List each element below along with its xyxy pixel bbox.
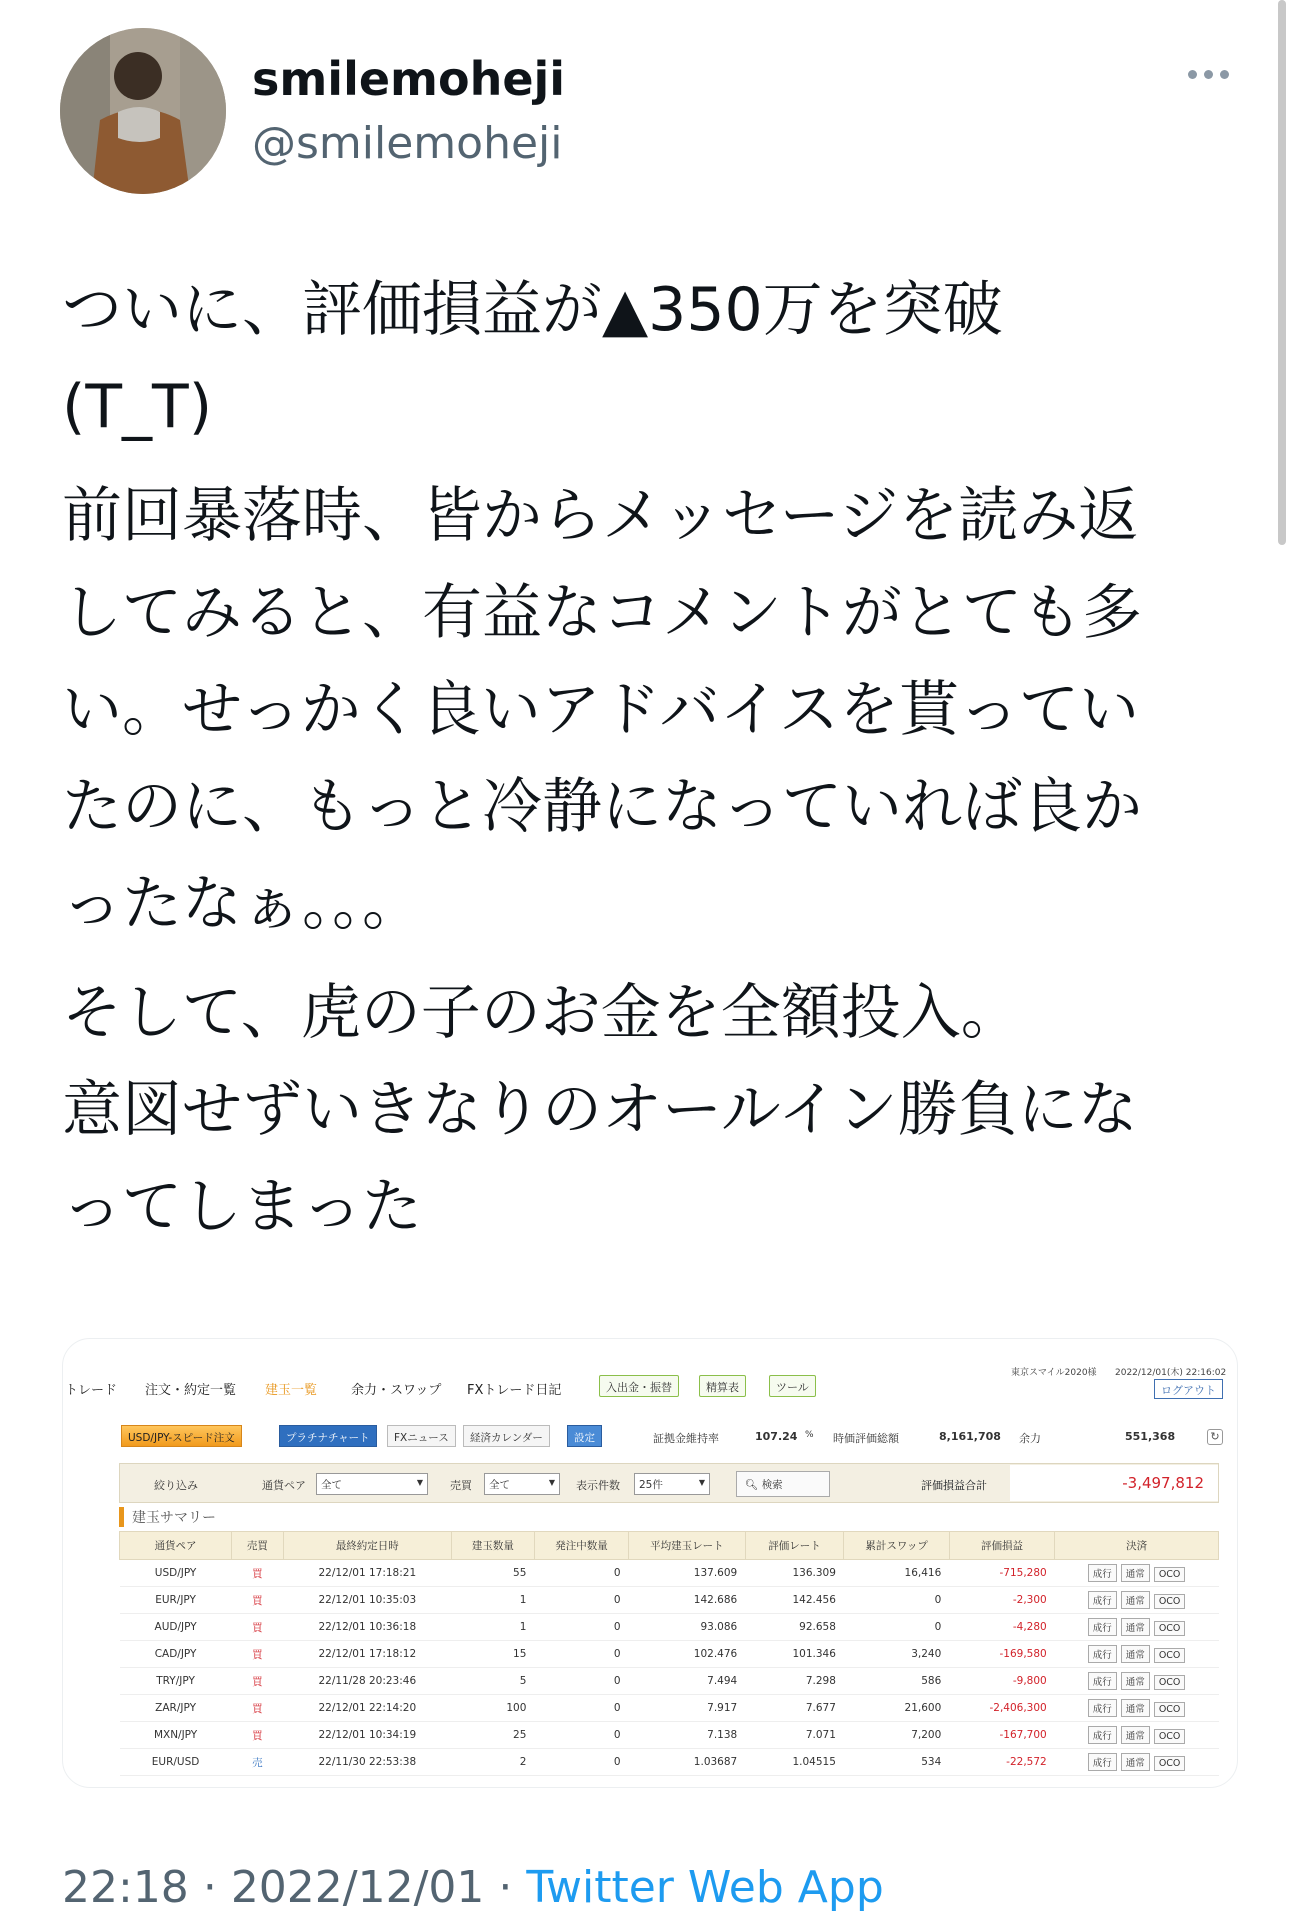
table-row[interactable] (120, 1722, 1219, 1749)
table-row[interactable] (120, 1668, 1219, 1695)
available-value: 551,368 (1125, 1430, 1176, 1443)
cell-datetime: 22/12/01 17:18:21 (283, 1560, 451, 1587)
cell-actions (1055, 1614, 1219, 1641)
cell-datetime: 22/12/01 10:35:03 (283, 1587, 451, 1614)
cell-actions (1055, 1695, 1219, 1722)
cell-avg-rate: 1.03687 (629, 1749, 746, 1776)
normal-close-button[interactable]: 通常 (1121, 1699, 1150, 1717)
speed-order-button[interactable]: USD/JPY-スピード注文 (121, 1425, 242, 1447)
oco-close-button[interactable]: OCO (1154, 1621, 1186, 1636)
cell-datetime: 22/11/28 20:23:46 (283, 1668, 451, 1695)
display-name[interactable]: smilemoheji (252, 52, 566, 106)
table-row[interactable] (120, 1587, 1219, 1614)
cell-swap: 0 (844, 1614, 949, 1641)
deposit-button[interactable]: 入出金・振替 (599, 1375, 679, 1397)
positions-body (120, 1560, 1219, 1776)
refresh-icon[interactable]: ↻ (1207, 1429, 1223, 1445)
oco-close-button[interactable]: OCO (1154, 1675, 1186, 1690)
side-filter-label: 売買 (450, 1479, 472, 1492)
cell-avg-rate: 142.686 (629, 1587, 746, 1614)
cell-pending: 0 (534, 1695, 628, 1722)
table-row[interactable] (120, 1641, 1219, 1668)
col-header[interactable]: 売買 (232, 1532, 284, 1560)
cell-avg-rate: 7.138 (629, 1722, 746, 1749)
cell-datetime: 22/12/01 17:18:12 (283, 1641, 451, 1668)
tweet-line: い。せっかく良いアドバイスを貰ってい (62, 675, 1139, 745)
tweet-line: ってしまった (62, 1172, 422, 1242)
filter-bar (119, 1463, 1219, 1503)
cell-qty: 1 (451, 1614, 534, 1641)
cell-pair: CAD/JPY (120, 1641, 232, 1668)
pair-select[interactable]: 全て ▼ (316, 1473, 428, 1495)
cell-actions (1055, 1722, 1219, 1749)
more-options-icon[interactable] (1188, 70, 1229, 79)
cell-swap: 0 (844, 1587, 949, 1614)
cell-actions (1055, 1668, 1219, 1695)
normal-close-button[interactable]: 通常 (1121, 1591, 1150, 1609)
available-label: 余力 (1019, 1432, 1041, 1445)
cell-actions (1055, 1749, 1219, 1776)
logout-button[interactable]: ログアウト (1154, 1379, 1223, 1399)
oco-close-button[interactable]: OCO (1154, 1567, 1186, 1582)
cell-swap: 586 (844, 1668, 949, 1695)
oco-close-button[interactable]: OCO (1154, 1702, 1186, 1717)
cell-datetime: 22/12/01 10:34:19 (283, 1722, 451, 1749)
col-header[interactable]: 評価損益 (949, 1532, 1054, 1560)
header-datetime: 2022/12/01(木) 22:16:02 (1115, 1368, 1227, 1378)
cell-swap: 7,200 (844, 1722, 949, 1749)
tweet-line: (T_T) (62, 372, 213, 442)
market-close-button[interactable]: 成行 (1088, 1564, 1117, 1582)
filter-label: 絞り込み (154, 1479, 198, 1492)
oco-close-button[interactable]: OCO (1154, 1729, 1186, 1744)
tweet-line: そして、虎の子のお金を全額投入。 (62, 978, 1021, 1048)
market-value: 8,161,708 (939, 1430, 1001, 1443)
cell-avg-rate: 93.086 (629, 1614, 746, 1641)
cell-pair: TRY/JPY (120, 1668, 232, 1695)
cell-pair: USD/JPY (120, 1560, 232, 1587)
tweet-line: たのに、もっと冷静になっていれば良か (62, 772, 1142, 842)
cell-pair: EUR/JPY (120, 1587, 232, 1614)
nav-positions[interactable]: 建玉一覧 (265, 1383, 318, 1398)
cell-qty: 100 (451, 1695, 534, 1722)
cell-side: 買 (232, 1614, 284, 1641)
total-pl-value: -3,497,812 (1010, 1465, 1218, 1501)
col-header[interactable]: 最終約定日時 (283, 1532, 451, 1560)
cell-avg-rate: 137.609 (629, 1560, 746, 1587)
table-row[interactable] (120, 1695, 1219, 1722)
normal-close-button[interactable]: 通常 (1121, 1672, 1150, 1690)
normal-close-button[interactable]: 通常 (1121, 1564, 1150, 1582)
fx-news-button[interactable]: FXニュース (387, 1425, 456, 1447)
nav-orders[interactable]: 注文・約定一覧 (145, 1383, 237, 1398)
oco-close-button[interactable]: OCO (1154, 1756, 1186, 1771)
cell-swap: 3,240 (844, 1641, 949, 1668)
count-label: 表示件数 (576, 1479, 620, 1492)
cell-side: 買 (232, 1560, 284, 1587)
settings-button[interactable]: 設定 (567, 1425, 602, 1447)
cell-pl: -169,580 (949, 1641, 1054, 1668)
separator: · (498, 1862, 513, 1913)
tweet-line: 意図せずいきなりのオールイン勝負にな (62, 1075, 1138, 1145)
nav-margin-swap[interactable]: 余力・スワップ (351, 1383, 442, 1398)
avatar-image (60, 28, 226, 194)
broker-toolbar (119, 1421, 1229, 1451)
cell-pending: 0 (534, 1587, 628, 1614)
cell-qty: 2 (451, 1749, 534, 1776)
cell-swap: 16,416 (844, 1560, 949, 1587)
cell-side: 買 (232, 1722, 284, 1749)
avatar[interactable] (60, 28, 226, 194)
market-value-label: 時価評価総額 (833, 1432, 899, 1445)
col-header[interactable]: 発注中数量 (534, 1532, 628, 1560)
cell-eval-rate: 7.677 (745, 1695, 844, 1722)
col-header[interactable]: 評価レート (745, 1532, 844, 1560)
cell-datetime: 22/12/01 10:36:18 (283, 1614, 451, 1641)
col-header[interactable]: 平均建玉レート (629, 1532, 746, 1560)
cell-pl: -9,800 (949, 1668, 1054, 1695)
total-pl-label: 評価損益合計 (898, 1465, 1010, 1501)
cell-pl: -4,280 (949, 1614, 1054, 1641)
tweet-time[interactable]: 22:18 (62, 1862, 189, 1913)
cell-qty: 5 (451, 1668, 534, 1695)
tweet-line: ったなぁ。。。 (62, 869, 422, 939)
cell-eval-rate: 136.309 (745, 1560, 844, 1587)
cell-swap: 21,600 (844, 1695, 949, 1722)
cell-pl: -22,572 (949, 1749, 1054, 1776)
search-label: 検索 (761, 1479, 783, 1491)
cell-pl: -715,280 (949, 1560, 1054, 1587)
tweet-line: ついに、評価損益が▲350万を突破 (62, 275, 1003, 345)
normal-close-button[interactable]: 通常 (1121, 1645, 1150, 1663)
margin-ratio-unit: % (805, 1430, 814, 1440)
separator: · (202, 1862, 217, 1913)
cell-pending: 0 (534, 1560, 628, 1587)
tweet-paragraph (62, 262, 1242, 456)
nav-trade-diary[interactable]: FXトレード日記 (467, 1383, 562, 1398)
tweet-line: してみると、有益なコメントがとても多 (62, 578, 1142, 648)
tweet-paragraph (62, 468, 1242, 953)
normal-close-button[interactable]: 通常 (1121, 1753, 1150, 1771)
cell-datetime: 22/11/30 22:53:38 (283, 1749, 451, 1776)
cell-side: 買 (232, 1587, 284, 1614)
market-close-button[interactable]: 成行 (1088, 1591, 1117, 1609)
table-row[interactable] (120, 1560, 1219, 1587)
user-handle[interactable]: @smilemoheji (252, 118, 563, 169)
cell-side: 売 (232, 1749, 284, 1776)
normal-close-button[interactable]: 通常 (1121, 1618, 1150, 1636)
tweet-media-image[interactable] (62, 1338, 1238, 1788)
tweet-timestamp (62, 1862, 884, 1913)
oco-close-button[interactable]: OCO (1154, 1594, 1186, 1609)
cell-eval-rate: 7.071 (745, 1722, 844, 1749)
cell-qty: 25 (451, 1722, 534, 1749)
market-close-button[interactable]: 成行 (1088, 1699, 1117, 1717)
cell-actions (1055, 1560, 1219, 1587)
cell-swap: 534 (844, 1749, 949, 1776)
col-header[interactable]: 累計スワップ (844, 1532, 949, 1560)
cell-qty: 55 (451, 1560, 534, 1587)
nav-trade[interactable]: トレード (65, 1383, 118, 1398)
platinum-chart-button[interactable]: プラチナチャート (279, 1425, 377, 1447)
market-close-button[interactable]: 成行 (1088, 1618, 1117, 1636)
cell-eval-rate: 92.658 (745, 1614, 844, 1641)
cell-eval-rate: 7.298 (745, 1668, 844, 1695)
pair-filter-label: 通貨ペア (262, 1479, 306, 1492)
cell-datetime: 22/12/01 22:14:20 (283, 1695, 451, 1722)
cell-pl: -2,406,300 (949, 1695, 1054, 1722)
tweet-line: 前回暴落時、皆からメッセージを読み返 (62, 481, 1139, 551)
cell-avg-rate: 7.917 (629, 1695, 746, 1722)
cell-actions (1055, 1641, 1219, 1668)
cell-pair: EUR/USD (120, 1749, 232, 1776)
cell-pending: 0 (534, 1641, 628, 1668)
cell-pair: MXN/JPY (120, 1722, 232, 1749)
col-header[interactable]: 通貨ペア (120, 1532, 232, 1560)
cell-pending: 0 (534, 1668, 628, 1695)
search-icon: 🔍︎ (745, 1479, 759, 1491)
cell-pair: ZAR/JPY (120, 1695, 232, 1722)
search-button[interactable] (736, 1471, 830, 1497)
market-close-button[interactable]: 成行 (1088, 1753, 1117, 1771)
tweet-text (62, 262, 1242, 1268)
cell-eval-rate: 1.04515 (745, 1749, 844, 1776)
cell-avg-rate: 7.494 (629, 1668, 746, 1695)
tweet-paragraph (62, 965, 1242, 1256)
col-header: 決済 (1055, 1532, 1219, 1560)
normal-close-button[interactable]: 通常 (1121, 1726, 1150, 1744)
scrollbar[interactable] (1278, 0, 1286, 545)
table-header-row (120, 1532, 1219, 1560)
cell-side: 買 (232, 1668, 284, 1695)
positions-table (119, 1531, 1219, 1776)
margin-ratio-value: 107.24 (755, 1430, 798, 1443)
summary-title: 建玉サマリー (119, 1507, 216, 1527)
market-close-button[interactable]: 成行 (1088, 1645, 1117, 1663)
count-select[interactable]: 25件 ▼ (634, 1473, 710, 1495)
cell-pending: 0 (534, 1722, 628, 1749)
col-header[interactable]: 建玉数量 (451, 1532, 534, 1560)
cell-pending: 0 (534, 1749, 628, 1776)
cell-eval-rate: 142.456 (745, 1587, 844, 1614)
cell-side: 買 (232, 1641, 284, 1668)
tweet-date[interactable]: 2022/12/01 (230, 1862, 485, 1913)
broker-navbar (63, 1365, 1237, 1405)
cell-side: 買 (232, 1695, 284, 1722)
cell-pair: AUD/JPY (120, 1614, 232, 1641)
cell-actions (1055, 1587, 1219, 1614)
cell-avg-rate: 102.476 (629, 1641, 746, 1668)
market-close-button[interactable]: 成行 (1088, 1672, 1117, 1690)
cell-pl: -167,700 (949, 1722, 1054, 1749)
tools-button[interactable]: ツール (769, 1375, 816, 1397)
cell-eval-rate: 101.346 (745, 1641, 844, 1668)
economic-calendar-button[interactable]: 経済カレンダー (463, 1425, 550, 1447)
table-row[interactable] (120, 1749, 1219, 1776)
side-select[interactable]: 全て ▼ (484, 1473, 560, 1495)
statement-button[interactable]: 精算表 (699, 1375, 746, 1397)
account-name: 東京スマイル2020様 (1011, 1368, 1097, 1378)
client-app-link[interactable]: Twitter Web App (526, 1862, 884, 1913)
cell-pending: 0 (534, 1614, 628, 1641)
market-close-button[interactable]: 成行 (1088, 1726, 1117, 1744)
cell-pl: -2,300 (949, 1587, 1054, 1614)
oco-close-button[interactable]: OCO (1154, 1648, 1186, 1663)
margin-ratio-label: 証拠金維持率 (653, 1432, 719, 1445)
cell-qty: 15 (451, 1641, 534, 1668)
table-row[interactable] (120, 1614, 1219, 1641)
cell-qty: 1 (451, 1587, 534, 1614)
